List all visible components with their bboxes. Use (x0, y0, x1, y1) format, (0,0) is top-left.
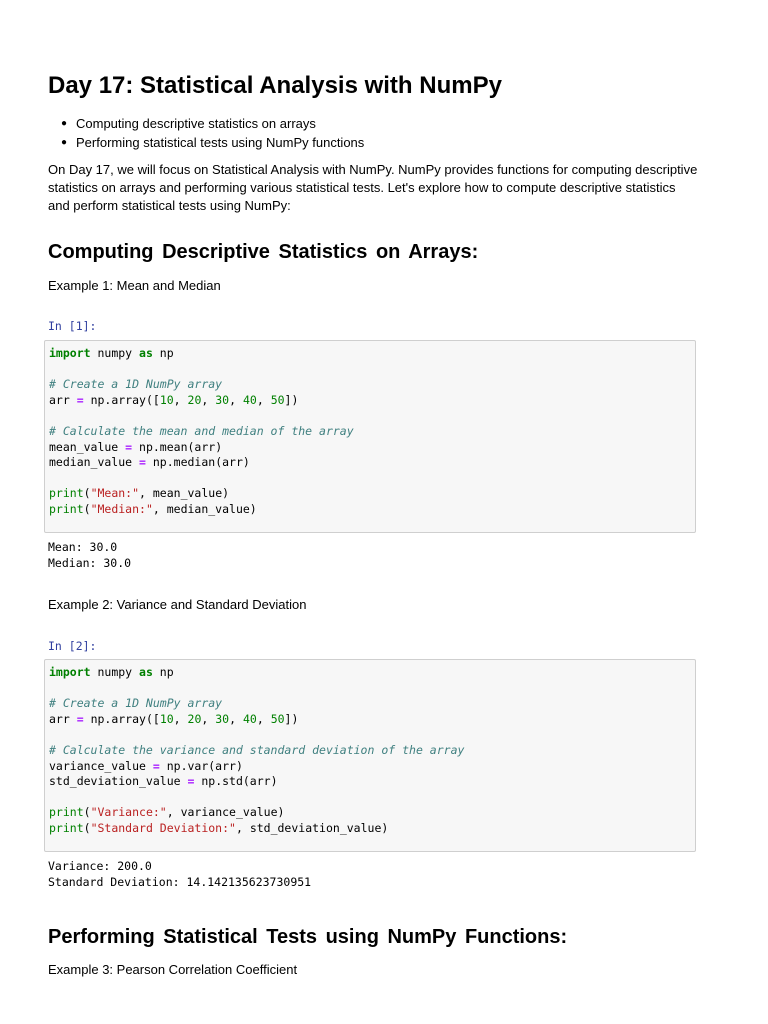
input-prompt-2: In [2]: (48, 639, 97, 653)
code-line: variance_value = np.var(arr) (49, 758, 243, 773)
output-block-1 (48, 540, 131, 571)
code-line: import numpy as np (49, 346, 174, 360)
code-line: arr = np.array([10, 20, 30, 40, 50]) (49, 392, 299, 407)
list-item: ● Computing descriptive statistics on arrays (61, 116, 316, 131)
section-heading-tests: Performing Statistical Tests using NumPy Functions: (48, 926, 568, 948)
example-3-label: Example 3: Pearson Correlation Coefficient (48, 962, 298, 977)
code-line (49, 727, 695, 743)
code-line: arr = np.array([10, 20, 30, 40, 50]) (49, 711, 299, 726)
section-heading-descriptive: Computing Descriptive Statistics on Arrays: (48, 241, 479, 263)
code-line: print("Variance:", variance_value) (49, 805, 285, 820)
code-line (49, 471, 695, 487)
code-block (49, 346, 695, 518)
code-cell-2[interactable] (44, 659, 696, 852)
code-line: import numpy as np (49, 665, 174, 679)
output-line: Median: 30.0 (48, 555, 132, 570)
code-line: # Create a 1D NumPy array (49, 377, 223, 392)
code-line (49, 790, 695, 806)
code-line (49, 408, 695, 424)
code-block (49, 665, 695, 837)
page-title: Day 17: Statistical Analysis with NumPy (48, 72, 502, 99)
example-2-label: Example 2: Variance and Standard Deviation (48, 597, 307, 612)
output-line: Mean: 30.0 (48, 540, 118, 554)
code-cell-1[interactable] (44, 340, 696, 533)
code-line: # Calculate the mean and median of the array (49, 423, 354, 438)
list-item: ● Performing statistical tests using NumPy functions (61, 135, 365, 150)
code-line: mean_value = np.mean(arr) (49, 439, 223, 454)
code-line: print("Median:", median_value) (49, 501, 257, 516)
output-line: Standard Deviation: 14.142135623730951 (48, 874, 312, 889)
code-line: std_deviation_value = np.std(arr) (49, 774, 278, 789)
intro-paragraph: On Day 17, we will focus on Statistical Analysis with NumPy. NumPy provides functions for computing descriptive statistics on arrays and performing various statistical tests. Let's explore how to compute descriptive statistics and perform statistical tests using NumPy: (48, 162, 698, 213)
code-line: print("Mean:", mean_value) (49, 486, 230, 501)
intro-bullet-list (48, 114, 364, 152)
code-line (49, 362, 695, 378)
code-line: # Create a 1D NumPy array (49, 696, 223, 711)
output-block-2 (48, 859, 311, 890)
bullet-icon: ● (61, 137, 68, 148)
code-line (49, 681, 695, 697)
code-line: # Calculate the variance and standard deviation of the array (49, 742, 465, 757)
output-line: Variance: 200.0 (48, 859, 152, 873)
example-1-label: Example 1: Mean and Median (48, 278, 221, 293)
bullet-icon: ● (61, 118, 68, 129)
code-line: median_value = np.median(arr) (49, 455, 250, 470)
code-line: print("Standard Deviation:", std_deviation_value) (49, 820, 389, 835)
input-prompt-1: In [1]: (48, 319, 97, 333)
